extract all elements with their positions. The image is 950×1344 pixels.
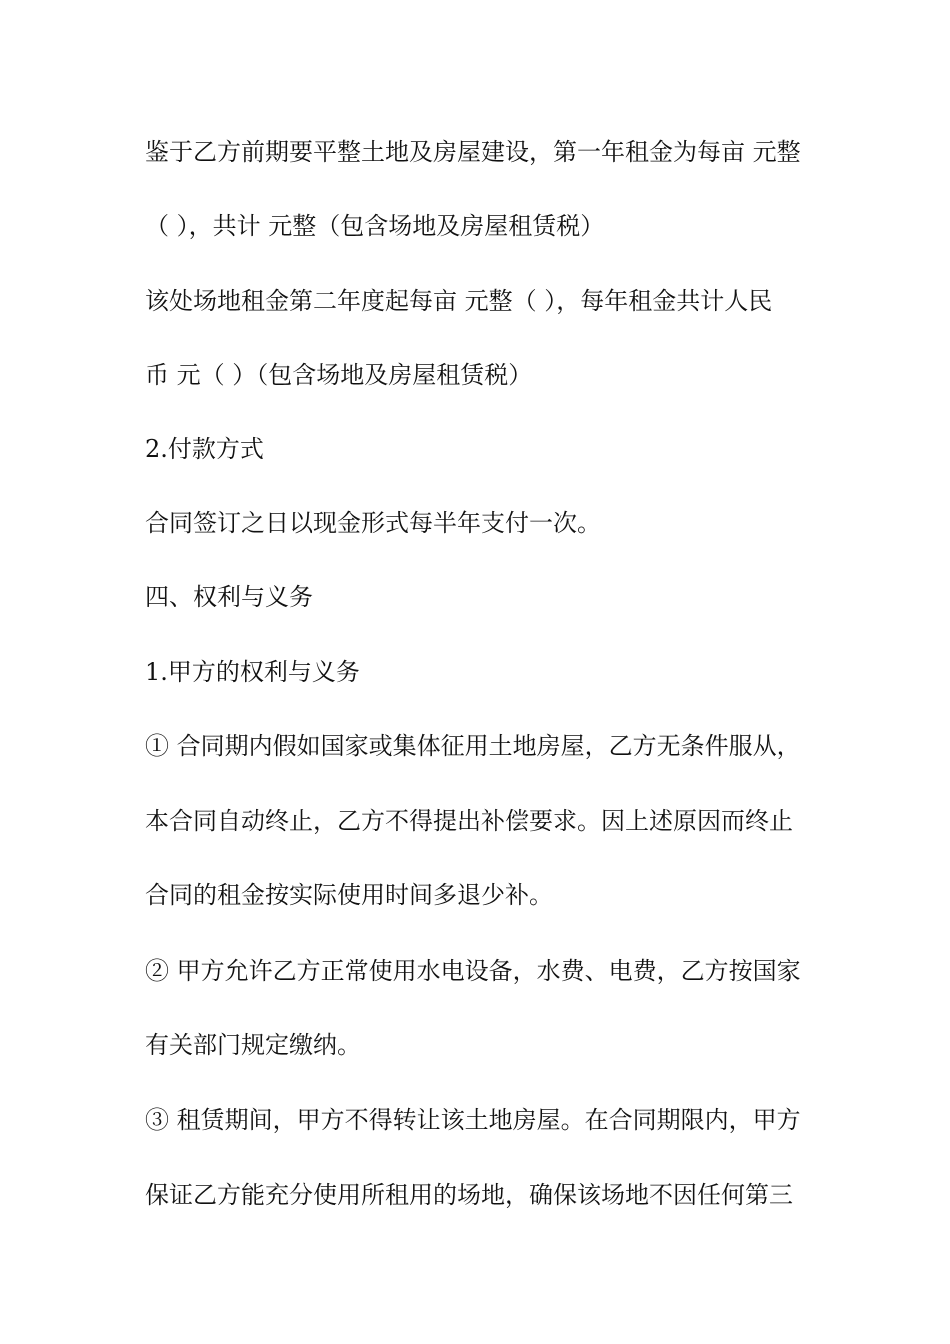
rent-first-year-total-line: （ ），共计 元整（包含场地及房屋租赁税）	[145, 212, 605, 240]
rights-obligations-heading: 四、权利与义务	[145, 583, 313, 611]
payment-method-text: 合同签订之日以现金形式每半年支付一次。	[145, 509, 601, 537]
clause-1-line-2: 本合同自动终止，乙方不得提出补偿要求。因上述原因而终止	[145, 807, 793, 835]
clause-3-line-1: ③ 租赁期间，甲方不得转让该土地房屋。在合同期限内，甲方	[145, 1106, 801, 1134]
rent-second-year-line: 该处场地租金第二年度起每亩 元整（ ），每年租金共计人民	[145, 287, 773, 315]
clause-2-line-1: ② 甲方允许乙方正常使用水电设备，水费、电费，乙方按国家	[145, 957, 801, 985]
clause-1-line-1: ① 合同期内假如国家或集体征用土地房屋，乙方无条件服从，	[145, 732, 801, 760]
rent-first-year-line: 鉴于乙方前期要平整土地及房屋建设，第一年租金为每亩 元整	[145, 138, 801, 166]
payment-method-heading: 2.付款方式	[145, 435, 264, 463]
clause-1-line-3: 合同的租金按实际使用时间多退少补。	[145, 881, 553, 909]
rent-second-year-total-line: 币 元（ ）（包含场地及房屋租赁税）	[145, 361, 533, 389]
clause-2-line-2: 有关部门规定缴纳。	[145, 1031, 361, 1059]
party-a-rights-heading: 1.甲方的权利与义务	[145, 658, 360, 686]
clause-3-line-2: 保证乙方能充分使用所租用的场地，确保该场地不因任何第三	[145, 1181, 793, 1209]
